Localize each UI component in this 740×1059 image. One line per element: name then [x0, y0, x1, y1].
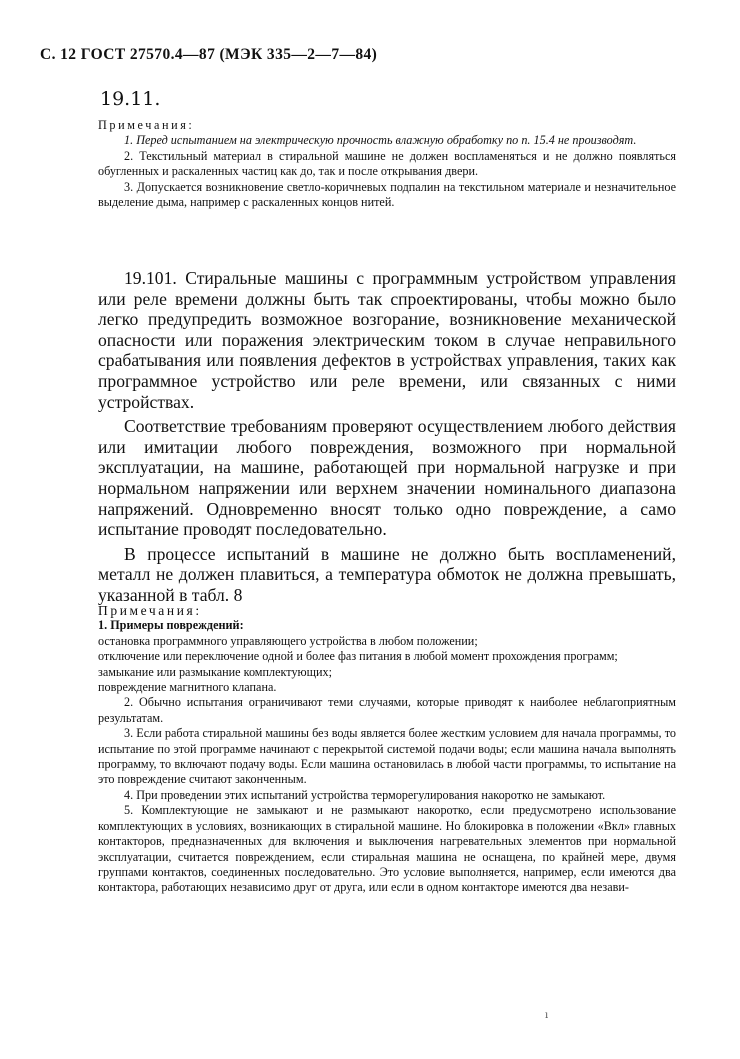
note-list-line: повреждение магнитного клапана.	[98, 680, 277, 695]
compliance-paragraph: Соответствие требованиям проверяют осуществлением любого действия или имитации любого повреждения, возможного при нормальной эксплуатации, на машине, работающей при нормальной нагрузке и при нормальном напряжении или верхнем значении номинального диапазона напряжений. Одновременно вносят только одно повреждение, а само испытание проводят последовательно.	[98, 416, 676, 540]
main-text-block	[98, 268, 676, 606]
note-list-line: замыкание или размыкание комплектующих;	[98, 664, 333, 679]
notes-title: Примечания:	[98, 603, 202, 618]
notes-block-2	[98, 603, 676, 896]
note-item: 3. Допускается возникновение светло-коричневых подпалин на текстильном материале и незначительное выделение дыма, например с раскаленных концов нитей.	[98, 179, 676, 210]
notes-block-1	[98, 118, 676, 210]
note-list-line: отключение или переключение одной и более фаз питания в любой момент прохождения программ;	[98, 649, 618, 664]
note-list-line: остановка программного управляющего устройства в любом положении;	[98, 633, 478, 648]
note-item: 1. Перед испытанием на электрическую прочность влажную обработку по п. 15.4 не производят.	[124, 133, 637, 148]
notes-title: Примечания:	[98, 118, 195, 132]
note-item: 4. При проведении этих испытаний устройства терморегулирования накоротко не замыкают.	[124, 787, 606, 802]
note-item: 3. Если работа стиральной машины без воды является более жестким условием для начала программы, то испытание по этой программе начинают с перекрытой системой подачи воды; если машина начала выполнять программу, то включают подачу воды. Если машина остановилась в любой части программы, то испытание на это повреждение считают законченным.	[98, 726, 676, 787]
requirement-paragraph: В процессе испытаний в машине не должно быть воспламенений, металл не должен плавиться, а температура обмоток не должна превышать, указанной в табл. 8	[98, 543, 676, 605]
section-number: 19.11.	[100, 88, 161, 110]
note-item: 2. Текстильный материал в стиральной машине не должен воспламеняться и не должно появляться обугленных и раскаленных частиц как до, так и после открывания двери.	[98, 148, 676, 179]
note-item: 5. Комплектующие не замыкают и не размыкают накоротко, если предусмотрено использование комплектующих в условиях, возникающих в стиральной машине. Но блокировка в положении «Вкл» главных контакторов, предназначенных для включения и выключения нагревательных элементов при нормальной эксплуатации, считается повреждением, если стиральная машина не оснащена, по крайней мере, двумя группами контактов, соединенных последовательно. Это условие выполняется, например, если имеются два контактора, работающих независимо друг от друга, или если в одном контакторе имеются два незави-	[98, 803, 676, 895]
note-item: 2. Обычно испытания ограничивают теми случаями, которые приводят к наиболее неблагоприятным результатам.	[98, 695, 676, 725]
note-item-heading: 1. Примеры повреждений:	[98, 618, 244, 633]
page-header: С. 12 ГОСТ 27570.4—87 (МЭК 335—2—7—84)	[40, 46, 378, 63]
footer-mark: ı	[545, 1010, 549, 1021]
clause-paragraph: 19.101. Стиральные машины с программным устройством управления или реле времени должны быть так спроектированы, чтобы можно было легко предупредить возможное возгорание, возникновение механической опасности или поражения электрическим током в случае неправильного срабатывания или появления дефектов в устройствах управления, таких как программное устройство или реле времени, или связанных с ними устройствах.	[98, 268, 676, 412]
